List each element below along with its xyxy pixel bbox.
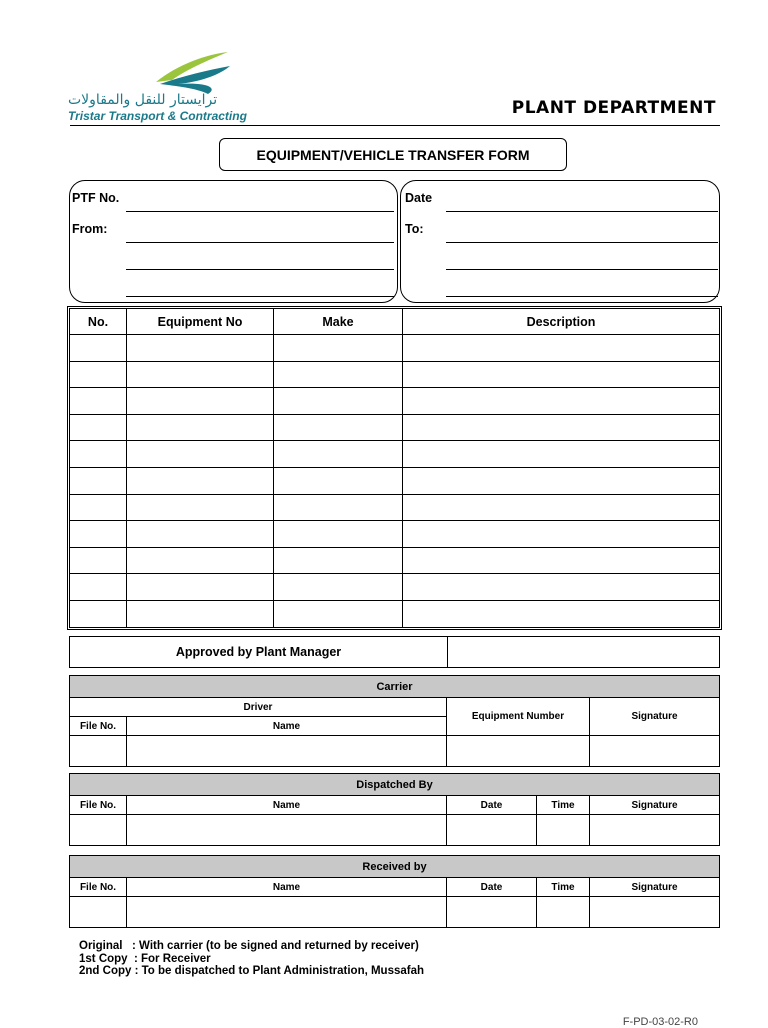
distribution-notes [79,940,424,978]
cell-equipment-no[interactable] [127,414,274,441]
cell-no[interactable] [70,494,127,521]
received-time-header: Time [537,878,590,897]
dispatched-file-no-header: File No. [70,796,127,815]
carrier-table [69,675,720,767]
cell-equipment-no[interactable] [127,335,274,362]
carrier-equipment-number-cell[interactable] [447,736,590,767]
cell-no[interactable] [70,388,127,415]
logo-arabic-text: ترايستار للنقل والمقاولات [68,92,218,108]
received-name-header: Name [127,878,447,897]
approval-table [69,636,720,668]
table-row [70,361,720,388]
col-header-equipment-no: Equipment No [127,309,274,335]
from-field-line-1[interactable] [126,242,394,243]
cell-description[interactable] [403,414,720,441]
date-label: Date [405,191,433,205]
col-header-description: Description [403,309,720,335]
table-row [70,414,720,441]
received-signature-header: Signature [590,878,720,897]
cell-equipment-no[interactable] [127,547,274,574]
cell-description[interactable] [403,361,720,388]
table-row [70,521,720,548]
cell-make[interactable] [274,414,403,441]
carrier-title: Carrier [70,676,720,698]
from-field-line-3[interactable] [126,296,394,297]
cell-make[interactable] [274,441,403,468]
equipment-table [69,308,720,628]
cell-description[interactable] [403,600,720,627]
received-title: Received by [70,856,720,878]
dispatched-file-no-cell[interactable] [70,815,127,846]
equipment-number-header: Equipment Number [447,698,590,736]
received-table [69,855,720,928]
cell-equipment-no[interactable] [127,521,274,548]
received-file-no-header: File No. [70,878,127,897]
table-row [70,494,720,521]
cell-no[interactable] [70,441,127,468]
note-first-copy: 1st Copy : For Receiver [79,952,211,965]
logo-english-text: Tristar Transport & Contracting [68,109,247,123]
cell-equipment-no[interactable] [127,388,274,415]
date-field[interactable] [446,211,718,212]
cell-make[interactable] [274,335,403,362]
dispatched-date-header: Date [447,796,537,815]
cell-equipment-no[interactable] [127,574,274,601]
cell-description[interactable] [403,388,720,415]
carrier-name-header: Name [127,717,447,736]
cell-make[interactable] [274,494,403,521]
carrier-signature-cell[interactable] [590,736,720,767]
dispatched-signature-header: Signature [590,796,720,815]
dispatched-signature-cell[interactable] [590,815,720,846]
dispatched-table [69,773,720,846]
dispatched-date-cell[interactable] [447,815,537,846]
cell-description[interactable] [403,521,720,548]
cell-make[interactable] [274,361,403,388]
cell-no[interactable] [70,414,127,441]
cell-no[interactable] [70,547,127,574]
cell-equipment-no[interactable] [127,467,274,494]
cell-description[interactable] [403,547,720,574]
received-date-cell[interactable] [447,897,537,928]
carrier-name-cell[interactable] [127,736,447,767]
cell-equipment-no[interactable] [127,600,274,627]
cell-no[interactable] [70,521,127,548]
cell-description[interactable] [403,574,720,601]
to-field-line-3[interactable] [446,296,718,297]
dispatched-time-cell[interactable] [537,815,590,846]
from-field-line-2[interactable] [126,269,394,270]
table-row [70,467,720,494]
note-second-copy: 2nd Copy : To be dispatched to Plant Administration, Mussafah [79,965,425,977]
cell-no[interactable] [70,335,127,362]
dispatched-name-cell[interactable] [127,815,447,846]
dispatched-name-header: Name [127,796,447,815]
cell-no[interactable] [70,574,127,601]
dispatched-time-header: Time [537,796,590,815]
cell-description[interactable] [403,335,720,362]
carrier-signature-header: Signature [590,698,720,736]
form-code: F-PD-03-02-R0 [622,1016,698,1028]
cell-no[interactable] [70,600,127,627]
col-header-make: Make [274,309,403,335]
cell-make[interactable] [274,547,403,574]
col-header-no: No. [70,309,127,335]
equipment-table-header [70,309,720,335]
cell-description[interactable] [403,494,720,521]
cell-equipment-no[interactable] [127,361,274,388]
cell-make[interactable] [274,574,403,601]
carrier-file-no-header: File No. [70,717,127,736]
note-original: Original : With carrier (to be signed and returned by receiver) [79,940,419,952]
cell-make[interactable] [274,600,403,627]
received-file-no-cell[interactable] [70,897,127,928]
cell-no[interactable] [70,361,127,388]
received-date-header: Date [447,878,537,897]
form-title: EQUIPMENT/VEHICLE TRANSFER FORM [219,138,567,171]
cell-make[interactable] [274,521,403,548]
table-row [70,600,720,627]
ptf-no-label: PTF No. [72,191,120,205]
driver-header: Driver [70,698,447,717]
received-time-cell[interactable] [537,897,590,928]
table-row [70,335,720,362]
header-divider [70,125,720,126]
cell-no[interactable] [70,467,127,494]
table-row [70,441,720,468]
cell-make[interactable] [274,467,403,494]
carrier-file-no-cell[interactable] [70,736,127,767]
dispatched-title: Dispatched By [70,774,720,796]
table-row [70,547,720,574]
ptf-no-field[interactable] [126,211,394,212]
received-signature-cell[interactable] [590,897,720,928]
cell-make[interactable] [274,388,403,415]
cell-description[interactable] [403,441,720,468]
approved-by-label: Approved by Plant Manager [70,637,448,668]
approval-signature-cell[interactable] [448,637,720,668]
department-title: PLANT DEPARTMENT [511,98,716,118]
table-row [70,388,720,415]
to-field-line-1[interactable] [446,242,718,243]
cell-equipment-no[interactable] [127,441,274,468]
received-name-cell[interactable] [127,897,447,928]
cell-equipment-no[interactable] [127,494,274,521]
to-label: To: [405,222,424,236]
table-row [70,574,720,601]
to-field-line-2[interactable] [446,269,718,270]
from-label: From: [72,222,108,236]
cell-description[interactable] [403,467,720,494]
